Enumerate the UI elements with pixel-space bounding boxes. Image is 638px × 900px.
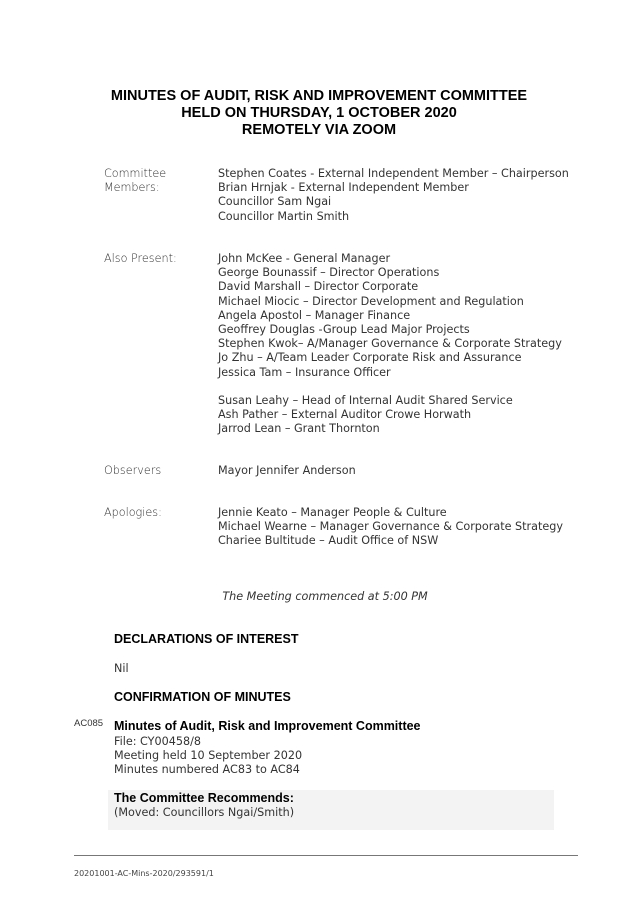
declarations-text: Nil — [114, 662, 129, 675]
member-name: Councillor Martin Smith — [218, 209, 350, 223]
also-present-label-text: Also Present: — [104, 252, 177, 265]
member-name: Stephen Coates - External Independent Member – Chairperson — [218, 167, 569, 180]
apology-name: Michael Wearne – Manager Governance & Corporate Strategy — [218, 520, 563, 534]
attendee-name: Stephen Kwok– A/Manager Governance & Corporate Strategy — [218, 337, 562, 351]
footer-divider — [74, 855, 578, 856]
attendee-name: David Marshall – Director Corporate — [218, 280, 419, 294]
attendee-name: Jarrod Lean – Grant Thornton — [218, 422, 380, 436]
meeting-commenced-note: The Meeting commenced at 5:00 PM — [222, 590, 428, 603]
apologies-list — [218, 506, 578, 549]
attendee-name: Geoffrey Douglas -Group Lead Major Projects — [218, 323, 470, 337]
attendee-name: Angela Apostol – Manager Finance — [218, 308, 411, 322]
committee-label-line-2: Members: — [104, 181, 160, 195]
committee-members-label — [104, 167, 214, 195]
attendee-name: Michael Miocic – Director Development and Regulation — [218, 294, 524, 308]
item-heading: Minutes of Audit, Risk and Improvement Committee — [114, 719, 421, 733]
list-spacer — [218, 380, 578, 394]
member-name: Councillor Sam Ngai — [218, 195, 332, 209]
footer-reference: 20201001-AC-Mins-2020/293591/1 — [74, 869, 214, 878]
observer-name: Mayor Jennifer Anderson — [218, 464, 356, 477]
title-line-3: REMOTELY VIA ZOOM — [241, 122, 397, 138]
observers-list — [218, 464, 578, 478]
item-number: AC085 — [74, 718, 104, 729]
attendee-name: John McKee - General Manager — [218, 252, 391, 265]
item-meeting-held: Meeting held 10 September 2020 — [114, 749, 303, 763]
item-minutes-numbered: Minutes numbered AC83 to AC84 — [114, 763, 300, 777]
attendee-name: Susan Leahy – Head of Internal Audit Shared Service — [218, 393, 513, 407]
confirmation-heading: CONFIRMATION OF MINUTES — [114, 690, 291, 704]
title-line-1: MINUTES OF AUDIT, RISK AND IMPROVEMENT COMMITTEE — [110, 88, 528, 104]
item-file: File: CY00458/8 — [114, 735, 201, 748]
recommendation-moved: (Moved: Councillors Ngai/Smith) — [114, 806, 295, 819]
also-present-list — [218, 252, 578, 436]
apology-name: Chariee Bultitude – Audit Office of NSW — [218, 534, 439, 548]
title-line-2: HELD ON THURSDAY, 1 OCTOBER 2020 — [181, 105, 457, 121]
attendee-name: Ash Pather – External Auditor Crowe Horwath — [218, 408, 472, 422]
attendee-name: George Bounassif – Director Operations — [218, 266, 440, 280]
declarations-heading: DECLARATIONS OF INTEREST — [114, 632, 299, 646]
attendee-name: Jo Zhu – A/Team Leader Corporate Risk and Assurance — [218, 351, 522, 365]
also-present-label — [104, 252, 214, 266]
apologies-label-text: Apologies: — [104, 506, 162, 519]
recommendation-heading: The Committee Recommends: — [114, 791, 294, 805]
document-title — [0, 88, 638, 139]
item-details — [114, 735, 302, 778]
observers-label-text: Observers — [104, 464, 162, 477]
committee-label-line-1: Committee — [104, 167, 167, 180]
committee-members-list — [218, 167, 578, 224]
apologies-label — [104, 506, 214, 520]
apology-name: Jennie Keato – Manager People & Culture — [218, 506, 447, 519]
attendee-name: Jessica Tam – Insurance Officer — [218, 365, 391, 379]
member-name: Brian Hrnjak - External Independent Member — [218, 181, 469, 195]
observers-label — [104, 464, 214, 478]
